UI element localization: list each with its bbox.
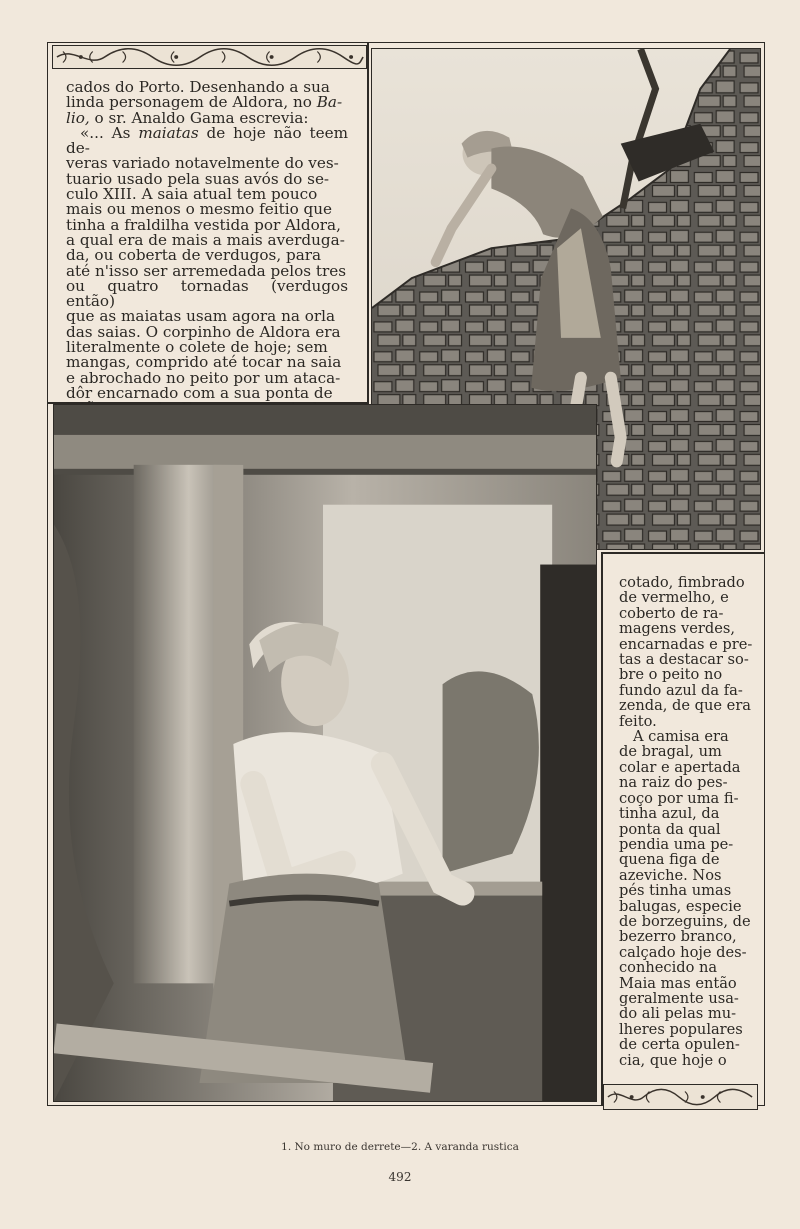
photo-caption: 1. No muro de derrete—2. A varanda rustica (281, 1141, 519, 1153)
text-line: que as maiatas usam agora na orla (66, 307, 336, 326)
text-line: bezerro branco, (619, 928, 737, 946)
text-line: azeviche. Nos (619, 866, 722, 884)
text-line: veras variado notavelmente do ves- (66, 154, 339, 173)
text-line: pendia uma pe- (619, 835, 734, 853)
text-line: encarnadas e pre- (619, 635, 753, 653)
text-line: zenda, de que era (619, 697, 751, 715)
text-line: cotado, fimbrado (619, 574, 745, 591)
text-line: tinha a fraldilha vestida por Aldora, (66, 215, 341, 234)
text-line: conhecido na (619, 959, 718, 977)
ornament-top-left (52, 45, 367, 69)
text-line: dôr encarnado com a sua ponta de (66, 383, 333, 402)
text-line: culo XIII. A saia atual tem pouco (66, 185, 318, 204)
text-line: e abrochado no peito por um ataca- (66, 368, 341, 387)
text-line: «... As (80, 123, 139, 142)
text-line: coço por uma fi- (619, 789, 739, 807)
ornament-bottom-right (603, 1084, 758, 1110)
photo-rustic-veranda (53, 404, 597, 1102)
text-line: da, ou coberta de verdugos, para (66, 246, 322, 265)
text-line: calçado hoje des- (619, 943, 747, 961)
text-italic: maiatas (138, 123, 199, 142)
text-line: geralmente usa- (619, 989, 739, 1007)
text-line: de borzeguins, de (619, 912, 751, 930)
text-line: do ali pelas mu- (619, 1005, 737, 1023)
divider-right-top (601, 552, 765, 554)
text-line: feito. (619, 712, 657, 730)
text-line: na raiz do pes- (619, 774, 728, 792)
text-line: pés tinha umas (619, 882, 732, 900)
text-line: fundo azul da fa- (619, 681, 743, 699)
text-column-left (66, 80, 348, 417)
text-line: Maia mas então (619, 974, 737, 992)
text-line: linda personagem de Aldora, no (66, 93, 317, 112)
text-line: ou quatro tornadas (verdugos então) (66, 276, 348, 311)
text-line: tuario usado pela suas avós do se- (66, 169, 330, 188)
text-line: o sr. Analdo Gama escrevia: (89, 108, 309, 127)
text-line: cia, que hoje o (619, 1051, 727, 1069)
page-number: 492 (388, 1170, 412, 1184)
text-line: a qual era de mais a mais averduga- (66, 230, 345, 249)
text-line: bre o peito no (619, 666, 723, 684)
text-line: de bragal, um (619, 743, 722, 761)
text-line: quena figa de (619, 851, 720, 869)
divider-right-col (601, 552, 603, 1106)
text-line: de certa opulen- (619, 1036, 740, 1054)
text-line: até n'isso ser arremedada pelos tres (66, 261, 347, 280)
text-column-right (619, 575, 753, 1068)
text-line: de hoje não teem de- (66, 123, 348, 158)
text-line: colar e apertada (619, 758, 741, 776)
text-line: lheres populares (619, 1020, 743, 1038)
text-italic: lio, (66, 108, 90, 127)
text-line: mais ou menos o mesmo feitio que (66, 200, 333, 219)
text-line: literalmente o colete de hoje; sem (66, 338, 328, 357)
text-line: tinha azul, da (619, 805, 720, 823)
divider-mid (367, 42, 369, 404)
text-line: tas a destacar so- (619, 651, 749, 669)
text-line: mangas, comprido até tocar na saia (66, 353, 342, 372)
text-line: balugas, especie (619, 897, 742, 915)
text-line: coberto de ra- (619, 604, 724, 622)
text-line: das saias. O corpinho de Aldora era (66, 322, 341, 341)
text-line: ponta da qual (619, 820, 721, 838)
text-italic: Ba- (316, 93, 343, 112)
text-line: magens verdes, (619, 620, 736, 638)
text-line: cados do Porto. Desenhando a sua (66, 78, 330, 96)
text-line: A camisa era (633, 728, 729, 746)
text-line: de vermelho, e (619, 589, 729, 607)
